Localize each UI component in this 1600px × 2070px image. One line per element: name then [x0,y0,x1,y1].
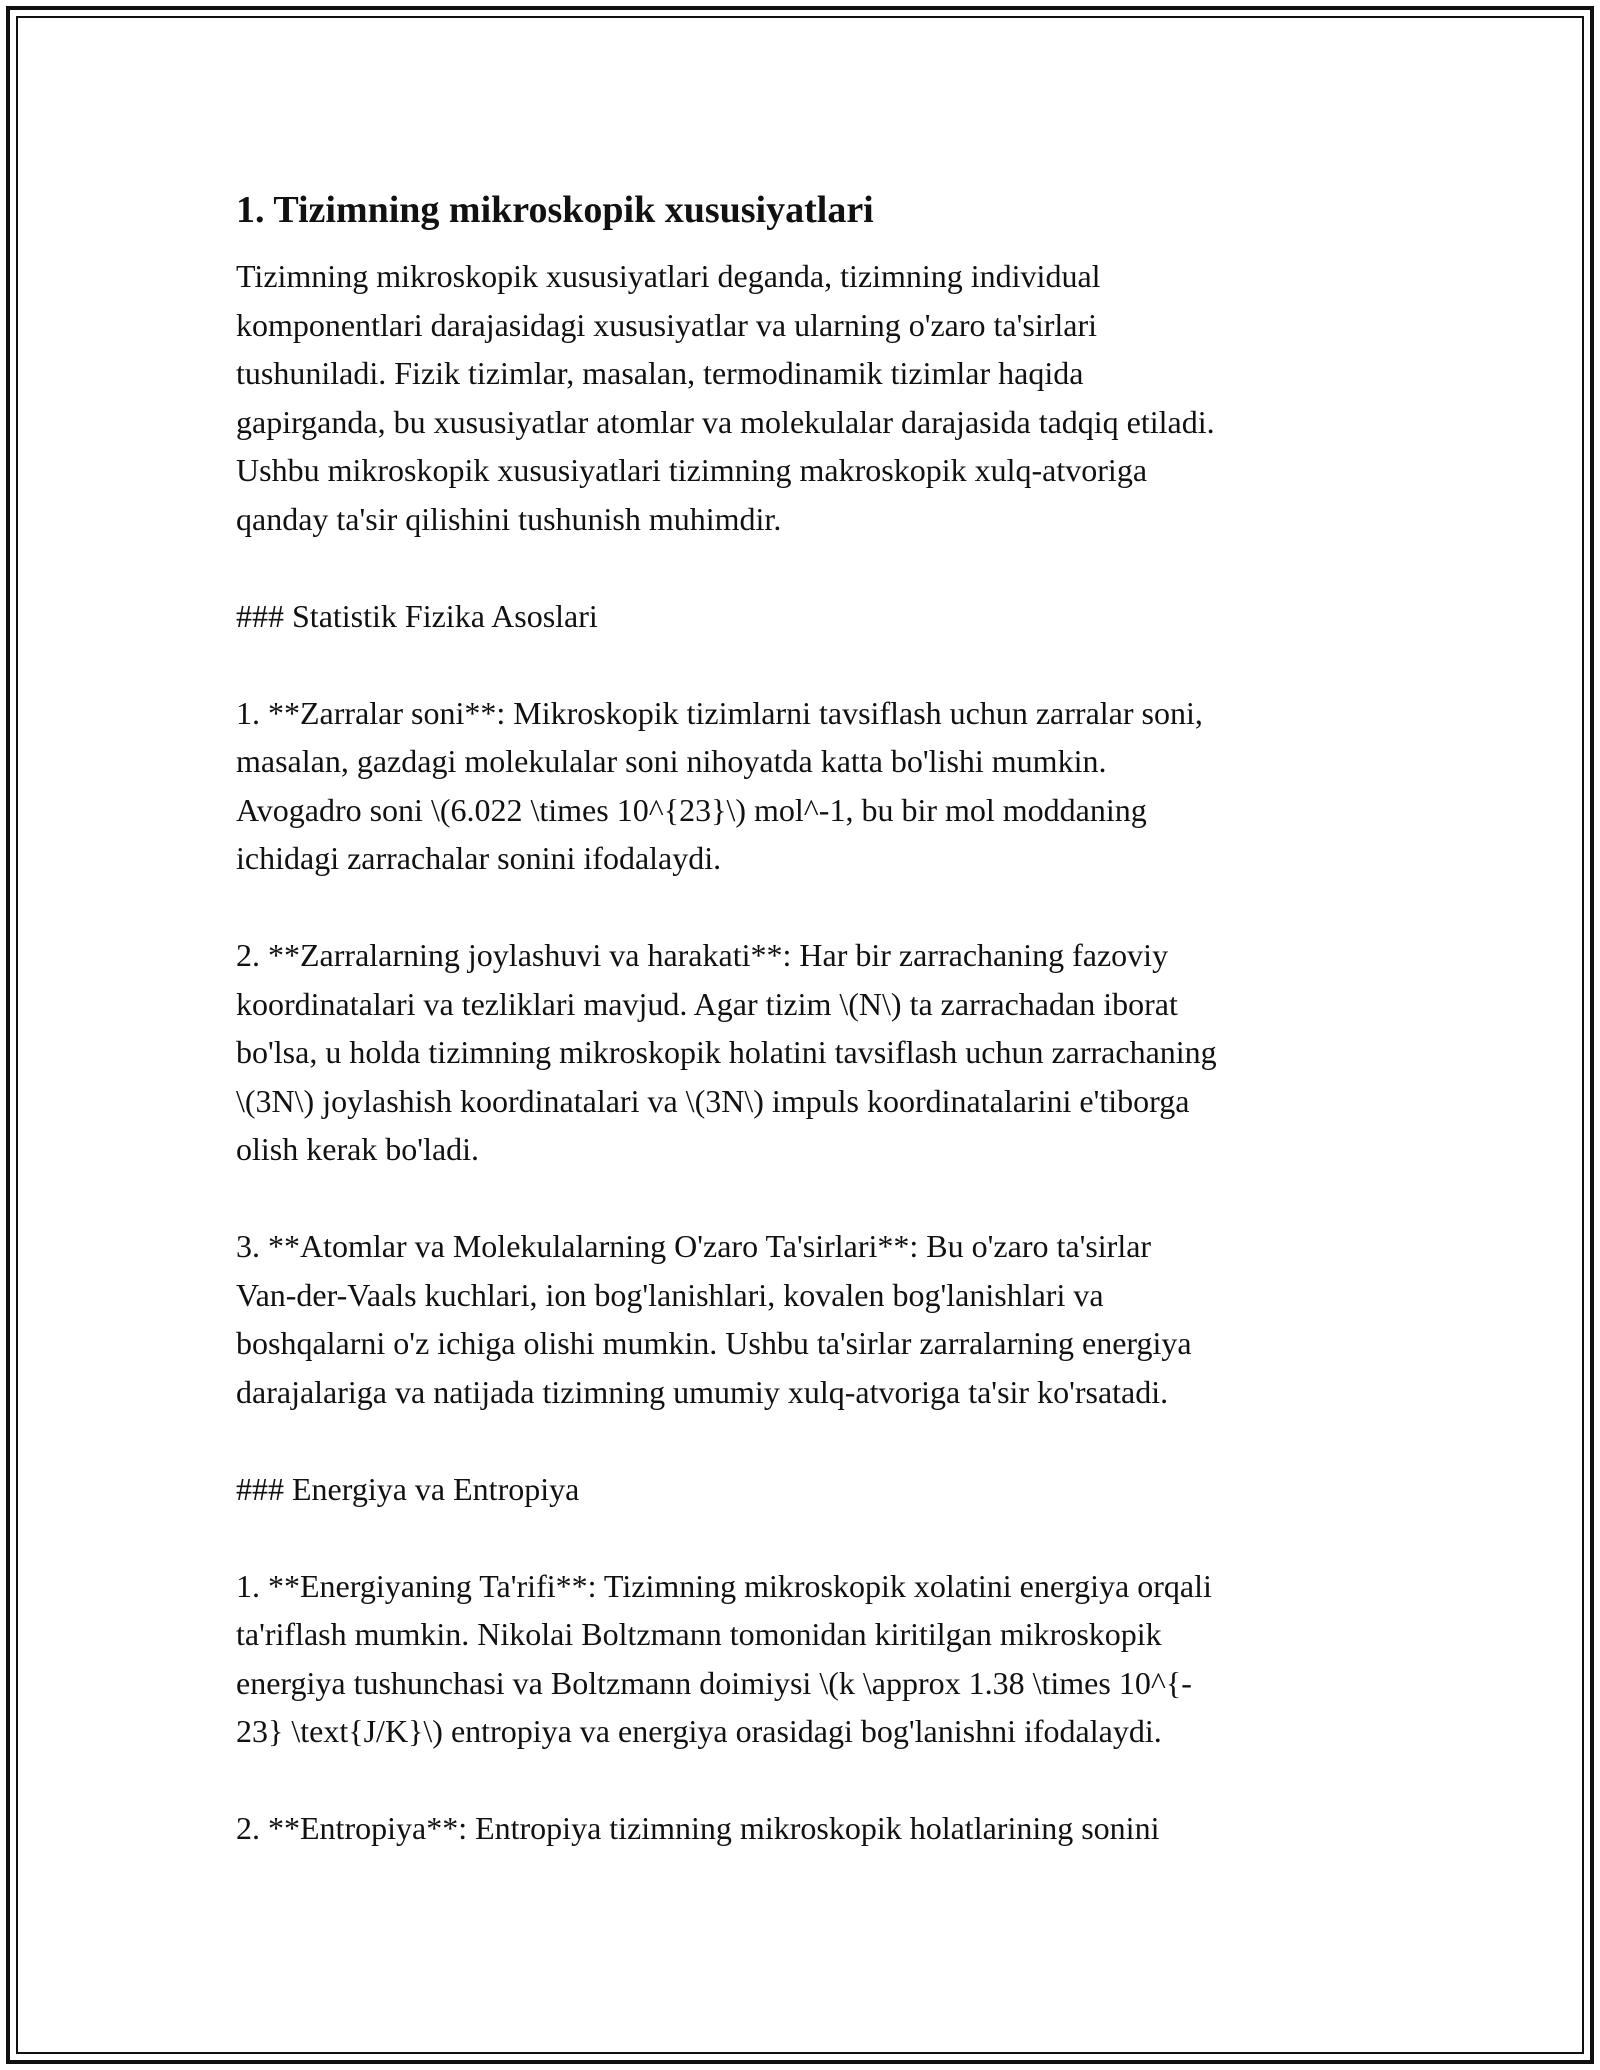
text-line: ichidagi zarrachalar sonini ifodalaydi. [236,840,722,876]
text-line: tushuniladi. Fizik tizimlar, masalan, termodinamik tizimlar haqida [236,355,1084,391]
text-line: ta'riflash mumkin. Nikolai Boltzmann tomonidan kiritilgan mikroskopik [236,1616,1162,1652]
text-line: 2. **Entropiya**: Entropiya tizimning mikroskopik holatlarining sonini [236,1810,1160,1846]
paragraph-gap [236,1416,1366,1465]
text-line: Van-der-Vaals kuchlari, ion bog'lanishlari, kovalen bog'lanishlari va [236,1276,1104,1313]
document-body [236,186,1366,1853]
subheading-line: ### Energiya va Entropiya [236,1470,580,1507]
text-line: masalan, gazdagi molekulalar soni nihoyatda katta bo'lishi mumkin. [236,743,1107,779]
text-line: darajalariga va natijada tizimning umumiy xulq-atvoriga ta'sir ko'rsatadi. [236,1373,1169,1410]
text-line: energiya tushunchasi va Boltzmann doimiysi \(k \approx 1.38 \times 10^{- [236,1664,1192,1701]
text-line: koordinatalari va tezliklari mavjud. Agar tizim \(N\) ta zarrachadan iborat [236,985,1178,1022]
text-line: 2. **Zarralarning joylashuvi va harakati**: Har bir zarrachaning fazoviy [236,937,1169,973]
text-line: Avogadro soni \(6.022 \times 10^{23}\) mol^-1, bu bir mol moddaning [236,791,1147,828]
paragraph-gap [236,640,1366,689]
text-line: Ushbu mikroskopik xususiyatlari tizimning makroskopik xulq-atvoriga [236,452,1148,488]
text-line: olish kerak bo'ladi. [236,1131,480,1167]
text-line: 1. **Zarralar soni**: Mikroskopik tizimlarni tavsiflash uchun zarralar soni, [236,694,1203,731]
text-line: bo'lsa, u holda tizimning mikroskopik holatini tavsiflash uchun zarrachaning [236,1034,1217,1070]
paragraph-gap [236,1513,1366,1562]
paragraph-gap [236,1756,1366,1805]
text-line: boshqalarni o'z ichiga olishi mumkin. Ushbu ta'sirlar zarralarning energiya [236,1325,1192,1361]
paragraph-gap [236,883,1366,932]
text-line: 23} \text{J/K}\) entropiya va energiya orasidagi bog'lanishni ifodalaydi. [236,1713,1162,1749]
text-line: \(3N\) joylashish koordinatalari va \(3N\) impuls koordinatalarini e'tiborga [236,1082,1190,1119]
body-text [236,252,1366,1853]
text-line: komponentlari darajasidagi xususiyatlar va ularning o'zaro ta'sirlari [236,306,1098,343]
text-line: gapirganda, bu xususiyatlar atomlar va molekulalar darajasida tadqiq etiladi. [236,403,1215,440]
section-heading: 1. Tizimning mikroskopik xususiyatlari [236,189,874,231]
paragraph-gap [236,1174,1366,1223]
subheading-line: ### Statistik Fizika Asoslari [236,597,598,634]
text-line: 1. **Energiyaning Ta'rifi**: Tizimning mikroskopik xolatini energiya orqali [236,1567,1212,1604]
paragraph-gap [236,543,1366,592]
text-line: qanday ta'sir qilishini tushunish muhimdir. [236,500,782,537]
text-line: Tizimning mikroskopik xususiyatlari deganda, tizimning individual [236,258,1101,294]
text-line: 3. **Atomlar va Molekulalarning O'zaro Ta'sirlari**: Bu o'zaro ta'sirlar [236,1228,1152,1264]
